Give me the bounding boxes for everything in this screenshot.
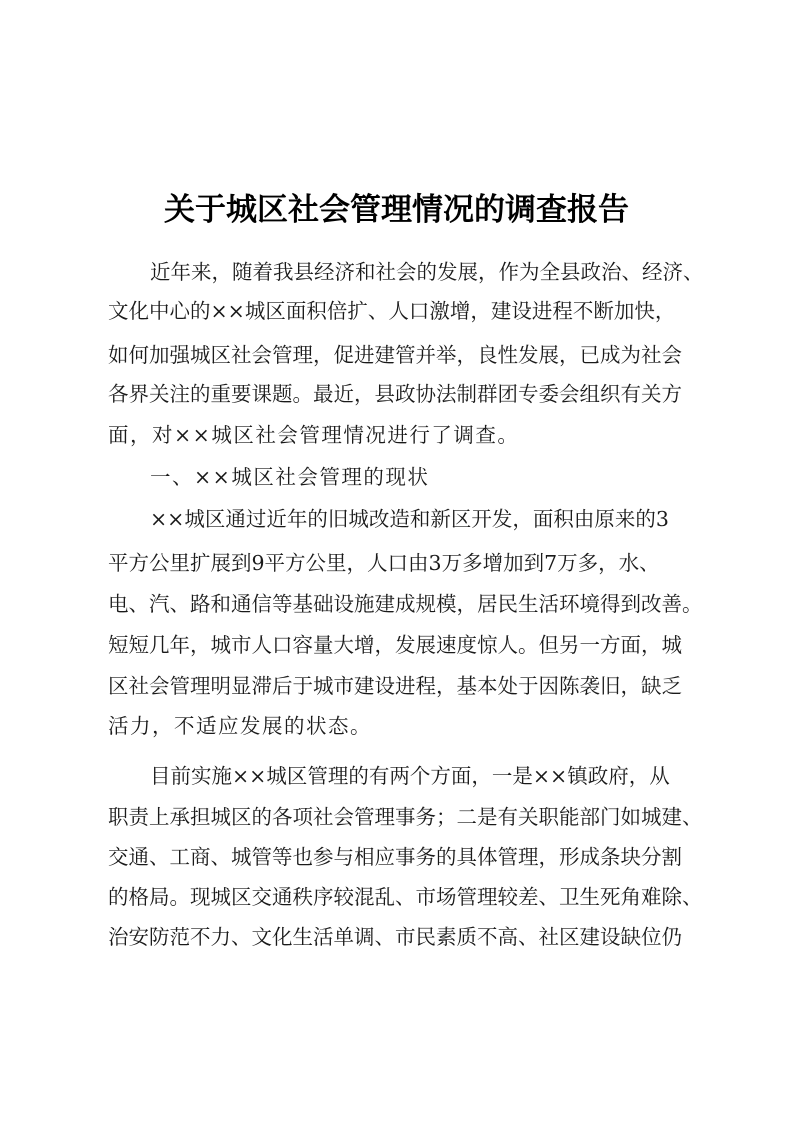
paragraph-first-line: 近年来，随着我县经济和社会的发展，作为全县政治、经济、 — [150, 260, 704, 284]
document-title: 关于城区社会管理情况的调查报告 — [164, 192, 629, 228]
paragraph-line: 活力，不适应发展的状态。 — [108, 714, 372, 738]
paragraph-line: 面，对××城区社会管理情况进行了调查。 — [108, 423, 520, 447]
paragraph-first-line: 一、××城区社会管理的现状 — [150, 465, 430, 489]
paragraph-first-line: 目前实施××城区管理的有两个方面，一是××镇政府，从 — [150, 764, 670, 788]
paragraph-line: 短短几年，城市人口容量大增，发展速度惊人。但另一方面，城 — [108, 633, 682, 657]
paragraph-line: 职责上承担城区的各项社会管理事务；二是有关职能部门如城建、 — [108, 805, 703, 829]
paragraph-line: 电、汽、路和通信等基础设施建成规模，居民生活环境得到改善。 — [108, 592, 703, 616]
paragraph-line: 治安防范不力、文化生活单调、市民素质不高、社区建设缺位仍 — [108, 925, 682, 949]
paragraph-line: 的格局。现城区交通秩序较混乱、市场管理较差、卫生死角难除、 — [108, 885, 703, 909]
paragraph-line: 文化中心的××城区面积倍扩、人口激增，建设进程不断加快， — [108, 299, 676, 323]
paragraph-line: 各界关注的重要课题。最近，县政协法制群团专委会组织有关方 — [108, 382, 682, 406]
paragraph-line: 区社会管理明显滞后于城市建设进程，基本处于因陈袭旧，缺乏 — [108, 674, 682, 698]
paragraph-line: 平方公里扩展到9平方公里，人口由3万多增加到7万多，水、 — [108, 551, 660, 575]
paragraph-first-line: ××城区通过近年的旧城改造和新区开发，面积由原来的3 — [150, 507, 669, 531]
paragraph-line: 交通、工商、城管等也参与相应事务的具体管理，形成条块分割 — [108, 845, 682, 869]
paragraph-line: 如何加强城区社会管理，促进建管并举，良性发展，已成为社会 — [108, 343, 682, 367]
